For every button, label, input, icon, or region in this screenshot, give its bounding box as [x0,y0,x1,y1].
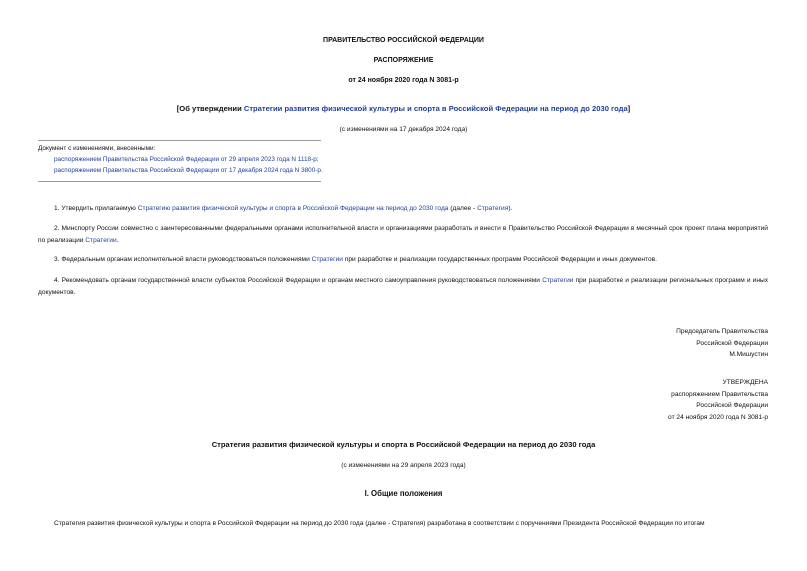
p1-strategy-short-link[interactable]: Стратегия [477,205,509,212]
paragraph-2 [38,223,768,247]
strategy-intro-paragraph: Стратегия развития физической культуры и спорта в Российской Федерации на период до 2030 года (далее - Стратегия) разработана в соответствии с поручениями Президента Российской Федерации по итогам [54,520,705,527]
p3-text-a: 3. Федеральным органам исполнительной власти руководствоваться положениями [54,256,312,263]
paragraph-1 [38,203,768,215]
change-link-2024-text[interactable]: распоряжением Правительства Российской Федерации от 17 декабря 2024 года N 3800-р. [54,167,323,174]
title-prefix: [Об утверждении [176,104,244,113]
signature-line-3: М.Мишустин [729,351,768,358]
changes-top-divider [38,140,321,141]
strategy-title: Стратегия развития физической культуры и спорта в Российской Федерации на период до 2030 года [211,440,596,449]
p2-strategy-link[interactable]: Стратегии [85,237,117,244]
section-heading: I. Общие положения [364,489,443,498]
title-strategy-link[interactable]: Стратегии развития физической культуры и спорта в Российской Федерации на период до 2030 года [243,104,628,113]
p3-strategy-link[interactable]: Стратегии [311,256,343,263]
approval-line-2: распоряжением Правительства [671,390,768,398]
p4-text-a: 4. Рекомендовать органам государственной власти субъектов Российской Федерации и органам местного самоуправления руководствоваться положениями [54,277,543,284]
title-suffix: ] [627,104,631,113]
changes-heading: Документ с изменениями, внесенными: [38,145,156,152]
p2-text-b: . [116,237,119,244]
p2-text-a: 2. Минспорту России совместно с заинтересованными федеральными органами исполнительной власти и организациями разработать и внести в Правительство Российской Федерации в месячный срок проект плана мероприятий по реализации [38,225,768,244]
p4-text-b: при разработке и реализации региональных программ и иных документов. [38,277,768,296]
change-link-2023-text[interactable]: распоряжением Правительства Российской Федерации от 29 апреля 2023 года N 1118-р; [54,156,319,163]
change-link-2023[interactable] [54,154,319,165]
p4-strategy-link[interactable]: Стратегии [542,277,574,284]
doc-date-number: от 24 ноября 2020 года N 3081-р [348,77,459,84]
approval-line-1: УТВЕРЖДЕНА [722,379,768,386]
change-link-2024[interactable] [54,165,323,176]
approval-line-4: от 24 ноября 2020 года N 3081-р [668,413,768,421]
signature-line-1: Председатель Правительства [676,328,768,335]
p1-text-b: (далее - [448,205,478,212]
p1-strategy-link[interactable]: Стратегию развития физической культуры и спорта в Российской Федерации на период до 2030 года [137,205,449,212]
doc-type-heading: РАСПОРЯЖЕНИЕ [373,57,434,64]
approval-line-3: Российской Федерации [696,402,768,409]
org-heading: ПРАВИТЕЛЬСТВО РОССИЙСКОЙ ФЕДЕРАЦИИ [323,37,484,44]
document-title [0,104,807,113]
paragraph-3 [38,254,768,266]
p1-text-a: 1. Утвердить прилагаемую [54,205,138,212]
signature-line-2: Российской Федерации [696,339,768,347]
strategy-amended-note: (с изменениями на 29 апреля 2023 года) [341,462,466,469]
paragraph-4 [38,275,768,299]
signature-block [676,326,768,361]
approval-block [668,377,768,423]
changes-bottom-divider [38,181,321,182]
p3-text-b: при разработке и реализации государственных программ Российской Федерации и иных документов. [342,256,657,263]
title-amended-note: (с изменениями на 17 декабря 2024 года) [339,126,468,133]
p1-text-c: ). [508,205,513,212]
